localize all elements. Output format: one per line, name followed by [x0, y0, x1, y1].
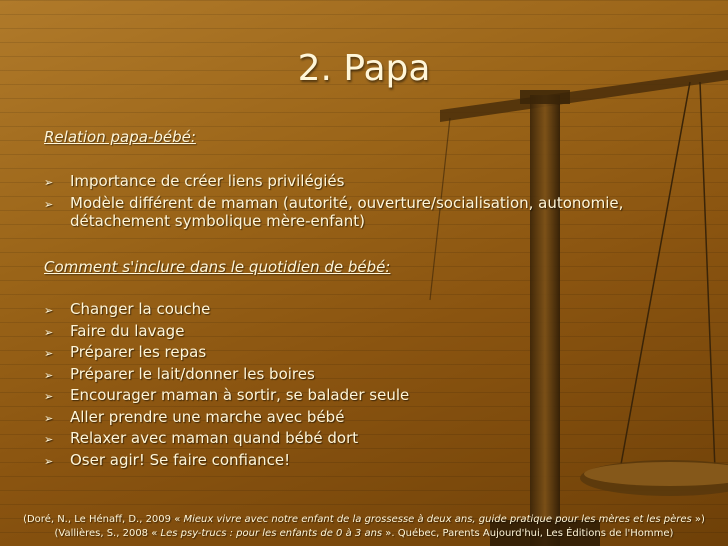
list-item: ➢ Modèle différent de maman (autorité, ouverture/socialisation, autonomie, détachement symbolique mère-enfant): [44, 193, 624, 230]
arrow-right-icon: ➢: [44, 304, 54, 317]
arrow-right-icon: ➢: [44, 454, 54, 468]
slide-title: 2. Papa: [297, 48, 431, 89]
arrow-right-icon: ➢: [44, 325, 54, 339]
section-heading-relation: Relation papa-bébé:: [44, 128, 196, 146]
arrow-right-icon: ➢: [44, 197, 54, 211]
list-item: ➢ Relaxer avec maman quand bébé dort: [44, 429, 359, 447]
arrow-right-icon: ➢: [44, 390, 54, 403]
quotidien-list: [44, 300, 684, 472]
list-item: ➢ Faire du lavage: [44, 321, 185, 340]
list-item: ➢ Changer la couche: [44, 300, 211, 318]
reference-dore: (Doré, N., Le Hénaff, D., 2009 « Mieux vivre avec notre enfant de la grossesse à deux ans, guide pratique pour les mères et les pères »): [23, 514, 705, 525]
arrow-right-icon: ➢: [44, 176, 54, 189]
arrow-right-icon: ➢: [44, 433, 54, 446]
section-heading-quotidien: Comment s'inclure dans le quotidien de bébé:: [44, 258, 391, 276]
list-item: ➢ Préparer le lait/donner les boires: [44, 364, 315, 383]
arrow-right-icon: ➢: [44, 411, 54, 425]
list-item: ➢ Importance de créer liens privilégiés: [44, 172, 345, 190]
arrow-right-icon: ➢: [44, 368, 54, 382]
list-item: ➢ Oser agir! Se faire confiance!: [44, 450, 291, 469]
reference-vallieres: (Vallières, S., 2008 « Les psy-trucs : pour les enfants de 0 à 3 ans ». Québec, Parents Aujourd'hui, Les Éditions de l'Homme): [54, 528, 674, 539]
list-item: ➢ Aller prendre une marche avec bébé: [44, 407, 345, 426]
list-item: ➢ Préparer les repas: [44, 343, 207, 361]
list-item: ➢ Encourager maman à sortir, se balader seule: [44, 386, 410, 404]
relation-list: [44, 172, 684, 233]
arrow-right-icon: ➢: [44, 347, 54, 360]
